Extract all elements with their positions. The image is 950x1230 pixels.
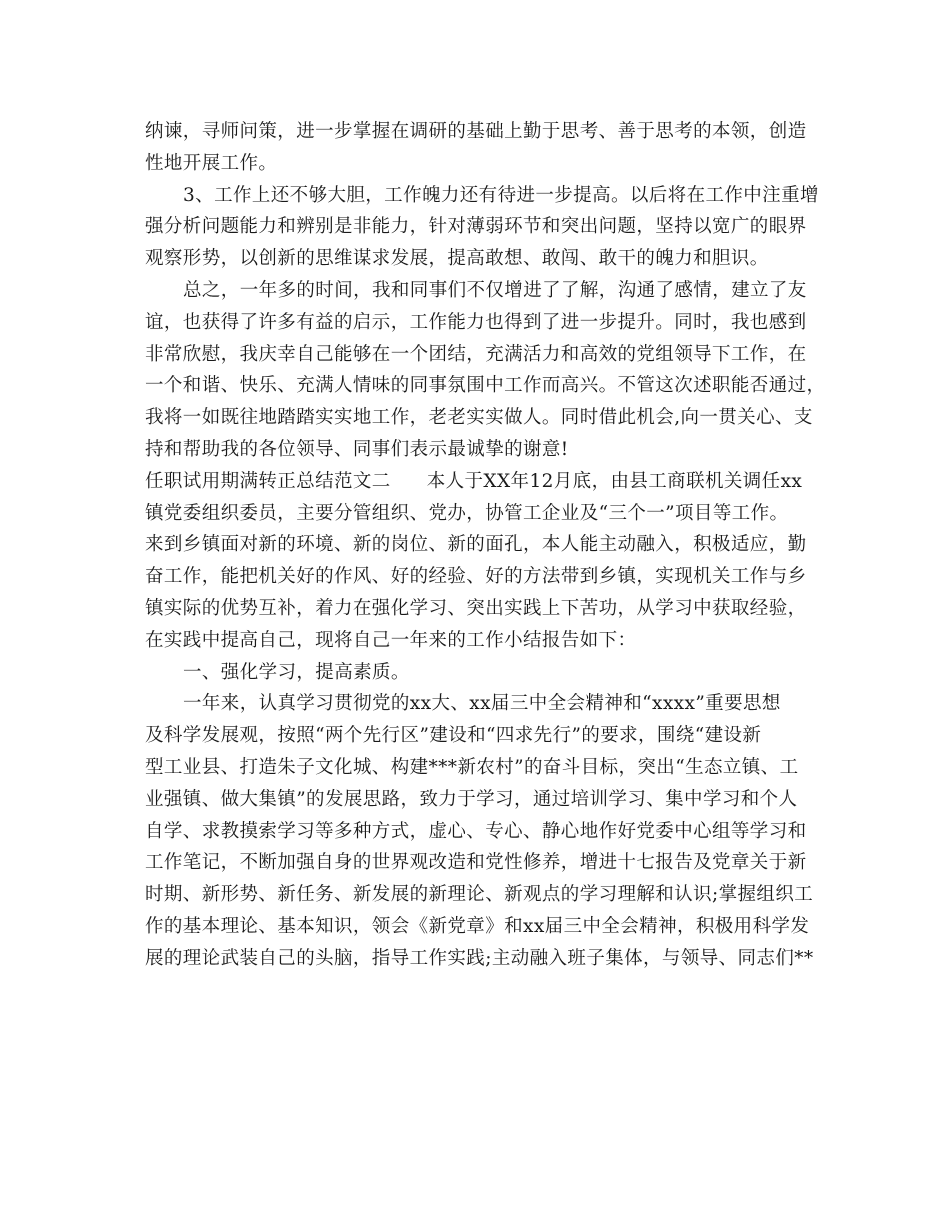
text-line: 奋工作，能把机关好的作风、好的经验、好的方法带到乡镇，实现机关工作与乡 (145, 566, 807, 588)
section-title: 任职试用期满转正总结范文二 (145, 470, 391, 492)
text-line: 总之，一年多的时间，我和同事们不仅增进了了解，沟通了感情，建立了友 (183, 279, 807, 301)
text-line: 时期、新形势、新任务、新发展的新理论、新观点的学习理解和认识;掌握组织工 (145, 884, 814, 906)
text-line: 一个和谐、快乐、充满人情味的同事氛围中工作而高兴。不管这次述职能否通过， (145, 375, 826, 397)
section-heading-line (145, 466, 810, 498)
text-line: 镇实际的优势互补，着力在强化学习、突出实践上下苦功，从学习中获取经验， (145, 597, 807, 619)
text-line: 展的理论武装自己的头脑，指导工作实践;主动融入班子集体，与领导、同志们** (145, 947, 814, 969)
text-line: 来到乡镇面对新的环境、新的岗位、新的面孔，本人能主动融入，积极适应，勤 (145, 534, 807, 556)
text-line: 观察形势，以创新的思维谋求发展，提高敢想、敢闯、敢干的魄力和胆识。 (145, 248, 769, 270)
text-line: 我将一如既往地踏踏实实地工作，老老实实做人。同时借此机会,向一贯关心、支 (145, 407, 813, 429)
text-line: 业强镇、做大集镇”的发展思路，致力于学习，通过培训学习、集中学习和个人 (145, 788, 798, 810)
text-line: 作的基本理论、基本知识，领会《新党章》和xx届三中全会精神，积极用科学发 (145, 915, 810, 937)
text-line: 在实践中提高自己，现将自己一年来的工作小结报告如下： (145, 629, 637, 651)
text-line: 强分析问题能力和辨别是非能力，针对薄弱环节和突出问题，坚持以宽广的眼界 (145, 216, 807, 238)
text-line: 非常欣慰，我庆幸自己能够在一个团结，充满活力和高效的党组领导下工作，在 (145, 343, 807, 365)
subheading-line: 一、强化学习，提高素质。 (183, 661, 410, 683)
text-line: 纳谏，寻师问策，进一步掌握在调研的基础上勤于思考、善于思考的本领，创造 (145, 121, 807, 142)
text-line: 性地开展工作。 (145, 152, 278, 174)
document-body (145, 116, 826, 975)
text-line: 镇党委组织委员，主要分管组织、党办，协管工企业及“三个一”项目等工作。 (145, 502, 789, 524)
text-line: 型工业县、打造朱子文化城、构建***新农村”的奋斗目标，突出“生态立镇、工 (145, 756, 799, 778)
text-line: 持和帮助我的各位领导、同事们表示最诚挚的谢意! (145, 438, 569, 460)
text-line: 自学、求教摸索学习等多种方式，虚心、专心、静心地作好党委中心组等学习和 (145, 820, 807, 842)
text-line: 工作笔记，不断加强自身的世界观改造和党性修养，增进十七报告及党章关于新 (145, 852, 807, 874)
text-line: 一年来，认真学习贯彻党的xx大、xx届三中全会精神和“xxxx”重要思想 (183, 693, 781, 715)
text-line: 3、工作上还不够大胆，工作魄力还有待进一步提高。以后将在工作中注重增 (183, 184, 819, 206)
text-line: 谊，也获得了许多有益的启示，工作能力也得到了进一步提升。同时，我也感到 (145, 311, 807, 333)
text-line: 及科学发展观，按照“两个先行区”建设和“四求先行”的要求，围绕“建设新 (145, 725, 762, 747)
text-line: 本人于XX年12月底，由县工商联机关调任xx (426, 470, 803, 492)
